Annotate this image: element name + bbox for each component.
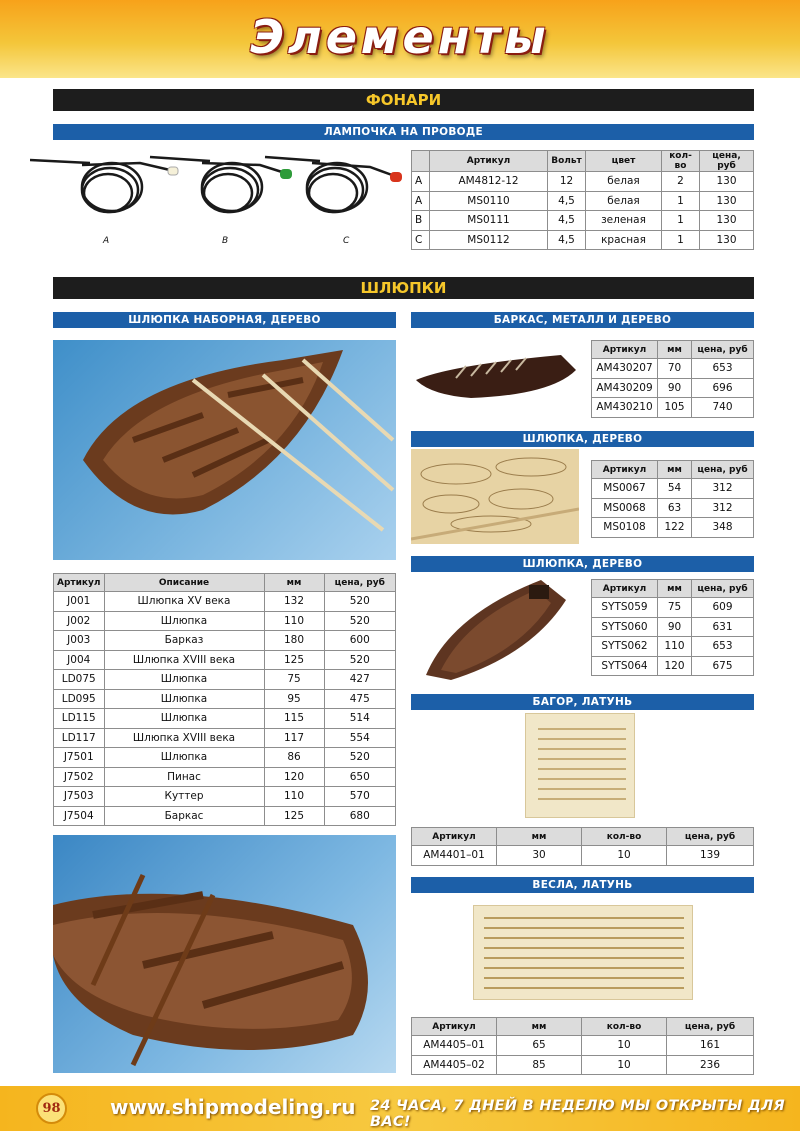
table-cell: J7503 (54, 787, 105, 807)
table-cell: 1 (662, 191, 700, 211)
table-cell: 10 (582, 846, 667, 866)
table-cell: Шлюпка (104, 670, 264, 690)
table-cell: 75 (264, 670, 324, 690)
table-cell: 427 (324, 670, 396, 690)
table-cell: 312 (692, 479, 754, 499)
table-header: Артикул (412, 1018, 497, 1036)
table-cell: 312 (692, 498, 754, 518)
page-title: Элементы (250, 10, 550, 64)
table-cell: 1 (662, 230, 700, 250)
page-header (0, 0, 800, 78)
table-cell: SYTS062 (592, 637, 658, 657)
table-cell: 653 (692, 359, 754, 379)
table-cell: 125 (264, 806, 324, 826)
table-cell: 110 (264, 611, 324, 631)
table-cell: J004 (54, 650, 105, 670)
table-cell: AM430209 (592, 378, 658, 398)
table-row (412, 211, 754, 231)
table-cell: 120 (264, 767, 324, 787)
table-cell: 130 (700, 172, 754, 192)
table-cell: SYTS059 (592, 598, 658, 618)
table-header: цена, руб (700, 151, 754, 172)
table-header: мм (497, 828, 582, 846)
table-header: мм (658, 341, 692, 359)
table-header: цена, руб (667, 1018, 754, 1036)
table-header-row (412, 1018, 754, 1036)
table-cell: 631 (692, 617, 754, 637)
table-cell: Шлюпка (104, 611, 264, 631)
lamp-wires-image (30, 145, 410, 250)
table-cell: 115 (264, 709, 324, 729)
table-cell: 520 (324, 650, 396, 670)
table-cell: 520 (324, 611, 396, 631)
table-cell: 90 (658, 617, 692, 637)
table-cell: Куттер (104, 787, 264, 807)
hook-title-bar: БАГОР, ЛАТУНЬ (411, 694, 754, 710)
table-cell: 520 (324, 748, 396, 768)
table-cell: B (412, 211, 430, 231)
table-cell: 70 (658, 359, 692, 379)
table-cell: 10 (582, 1055, 667, 1075)
boat-wood1-table (591, 460, 754, 538)
table-header-row (412, 151, 754, 172)
table-cell: 161 (667, 1036, 754, 1056)
table-row (54, 611, 396, 631)
table-cell: MS0112 (430, 230, 548, 250)
wood-boat-title-bar: ШЛЮПКА НАБОРНАЯ, ДЕРЕВО (53, 312, 396, 328)
table-row (592, 598, 754, 618)
table-cell: AM430207 (592, 359, 658, 379)
table-cell: AM4405–02 (412, 1055, 497, 1075)
table-header: Артикул (412, 828, 497, 846)
lamp-label-a: A (103, 236, 110, 246)
table-header: Описание (104, 574, 264, 592)
table-cell: 85 (497, 1055, 582, 1075)
table-row (54, 650, 396, 670)
table-cell: 90 (658, 378, 692, 398)
table-cell: Шлюпка (104, 689, 264, 709)
table-row (592, 479, 754, 499)
table-header: цена, руб (667, 828, 754, 846)
table-row (412, 230, 754, 250)
table-header: цена, руб (692, 580, 754, 598)
table-header: мм (497, 1018, 582, 1036)
wood-boat-table (53, 573, 396, 826)
table-cell: 110 (264, 787, 324, 807)
table-cell: 236 (667, 1055, 754, 1075)
table-cell: 95 (264, 689, 324, 709)
table-cell: 680 (324, 806, 396, 826)
table-cell: Пинас (104, 767, 264, 787)
table-cell: J002 (54, 611, 105, 631)
footer-slogan: 24 ЧАСА, 7 ДНЕЙ В НЕДЕЛЮ МЫ ОТКРЫТЫ ДЛЯ ВАС! (370, 1098, 785, 1130)
table-cell: 10 (582, 1036, 667, 1056)
boat-wood1-sheet-image (411, 449, 579, 544)
table-cell: A (412, 172, 430, 192)
oars-title-bar: ВЕСЛА, ЛАТУНЬ (411, 877, 754, 893)
section-lanterns-bar: ФОНАРИ (53, 89, 754, 111)
table-cell: 120 (658, 656, 692, 676)
page-footer (0, 1086, 800, 1131)
table-header: Артикул (592, 341, 658, 359)
table-cell: 132 (264, 592, 324, 612)
wood-boat-photo (53, 340, 396, 560)
table-cell: 110 (658, 637, 692, 657)
table-row (54, 806, 396, 826)
table-header: цена, руб (692, 341, 754, 359)
table-cell: A (412, 191, 430, 211)
table-cell: 4,5 (548, 230, 586, 250)
table-cell: 348 (692, 518, 754, 538)
table-cell: LD095 (54, 689, 105, 709)
table-cell: AM4401–01 (412, 846, 497, 866)
table-header-row (412, 828, 754, 846)
table-cell: 75 (658, 598, 692, 618)
table-row (54, 767, 396, 787)
table-cell: 520 (324, 592, 396, 612)
table-cell: 2 (662, 172, 700, 192)
table-row (592, 518, 754, 538)
table-row (54, 748, 396, 768)
table-row (54, 689, 396, 709)
table-header: Артикул (592, 461, 658, 479)
table-row (592, 656, 754, 676)
table-row (592, 498, 754, 518)
table-cell: Шлюпка XV века (104, 592, 264, 612)
boat-wood2-table (591, 579, 754, 676)
boat-wood2-title-bar: ШЛЮПКА, ДЕРЕВО (411, 556, 754, 572)
table-cell: AM4812-12 (430, 172, 548, 192)
table-cell: 740 (692, 398, 754, 418)
table-cell: 675 (692, 656, 754, 676)
table-cell: AM430210 (592, 398, 658, 418)
table-cell: 117 (264, 728, 324, 748)
table-header: мм (658, 461, 692, 479)
table-cell: MS0111 (430, 211, 548, 231)
table-header: кол-во (662, 151, 700, 172)
table-row (54, 670, 396, 690)
table-cell: 130 (700, 230, 754, 250)
table-cell: белая (586, 172, 662, 192)
table-row (592, 359, 754, 379)
table-cell: 1 (662, 211, 700, 231)
table-cell: 86 (264, 748, 324, 768)
table-cell: 554 (324, 728, 396, 748)
table-cell: 105 (658, 398, 692, 418)
table-cell: Баркас (104, 806, 264, 826)
table-cell: белая (586, 191, 662, 211)
table-row (54, 728, 396, 748)
table-cell: J001 (54, 592, 105, 612)
boat-wood2-image (411, 575, 576, 685)
table-header: Артикул (592, 580, 658, 598)
table-cell: 63 (658, 498, 692, 518)
oars-fret-image (473, 905, 693, 1000)
table-header: мм (658, 580, 692, 598)
table-cell: MS0068 (592, 498, 658, 518)
boat-wood1-title-bar: ШЛЮПКА, ДЕРЕВО (411, 431, 754, 447)
table-cell: LD117 (54, 728, 105, 748)
table-header-row (592, 461, 754, 479)
table-cell: 4,5 (548, 211, 586, 231)
table-cell: 30 (497, 846, 582, 866)
table-cell: LD075 (54, 670, 105, 690)
table-cell: J7504 (54, 806, 105, 826)
table-cell: MS0067 (592, 479, 658, 499)
table-row (592, 617, 754, 637)
table-cell: Шлюпка (104, 748, 264, 768)
table-row (412, 1055, 754, 1075)
table-cell: 122 (658, 518, 692, 538)
table-cell: 65 (497, 1036, 582, 1056)
table-cell: 650 (324, 767, 396, 787)
table-cell: 514 (324, 709, 396, 729)
table-header: Артикул (430, 151, 548, 172)
table-cell: Барказ (104, 631, 264, 651)
table-cell: 139 (667, 846, 754, 866)
hook-fret-image (525, 713, 635, 818)
table-header: кол-во (582, 1018, 667, 1036)
table-cell: 475 (324, 689, 396, 709)
table-cell: SYTS060 (592, 617, 658, 637)
table-cell: 130 (700, 211, 754, 231)
table-header: мм (264, 574, 324, 592)
section-boats-bar: ШЛЮПКИ (53, 277, 754, 299)
table-cell: 54 (658, 479, 692, 499)
table-row (592, 378, 754, 398)
lamp-table (411, 150, 754, 250)
table-cell: 130 (700, 191, 754, 211)
oars-table (411, 1017, 754, 1075)
table-header-row (592, 341, 754, 359)
hook-table (411, 827, 754, 866)
table-header (412, 151, 430, 172)
table-cell: Шлюпка XVIII века (104, 650, 264, 670)
table-cell: C (412, 230, 430, 250)
table-header: кол-во (582, 828, 667, 846)
wood-boat-photo-2 (53, 835, 396, 1073)
table-cell: MS0110 (430, 191, 548, 211)
table-cell: J7502 (54, 767, 105, 787)
table-cell: 600 (324, 631, 396, 651)
table-cell: 4,5 (548, 191, 586, 211)
table-cell: Шлюпка XVIII века (104, 728, 264, 748)
table-row (412, 172, 754, 192)
table-cell: 653 (692, 637, 754, 657)
table-cell: 180 (264, 631, 324, 651)
table-row (412, 191, 754, 211)
site-link[interactable]: www.shipmodeling.ru (110, 1095, 356, 1119)
table-cell: красная (586, 230, 662, 250)
table-row (54, 709, 396, 729)
lamp-title-bar: ЛАМПОЧКА НА ПРОВОДЕ (53, 124, 754, 140)
table-row (54, 631, 396, 651)
table-row (592, 637, 754, 657)
table-row (412, 846, 754, 866)
table-header-row (54, 574, 396, 592)
table-header: цена, руб (692, 461, 754, 479)
table-header: цвет (586, 151, 662, 172)
barkas-image (411, 340, 586, 410)
table-cell: 696 (692, 378, 754, 398)
table-cell: 12 (548, 172, 586, 192)
table-cell: AM4405–01 (412, 1036, 497, 1056)
table-cell: 570 (324, 787, 396, 807)
barkas-table (591, 340, 754, 418)
table-row (412, 1036, 754, 1056)
table-cell: Шлюпка (104, 709, 264, 729)
table-row (54, 787, 396, 807)
table-header: Артикул (54, 574, 105, 592)
table-row (592, 398, 754, 418)
table-cell: J003 (54, 631, 105, 651)
table-cell: 125 (264, 650, 324, 670)
table-header: цена, руб (324, 574, 396, 592)
table-header-row (592, 580, 754, 598)
page-number: 98 (36, 1093, 67, 1124)
table-cell: LD115 (54, 709, 105, 729)
table-cell: J7501 (54, 748, 105, 768)
lamp-label-c: C (343, 236, 350, 246)
table-cell: зеленая (586, 211, 662, 231)
lamp-label-b: B (222, 236, 229, 246)
table-row (54, 592, 396, 612)
table-cell: SYTS064 (592, 656, 658, 676)
table-cell: 609 (692, 598, 754, 618)
table-header: Вольт (548, 151, 586, 172)
table-cell: MS0108 (592, 518, 658, 538)
barkas-title-bar: БАРКАС, МЕТАЛЛ И ДЕРЕВО (411, 312, 754, 328)
